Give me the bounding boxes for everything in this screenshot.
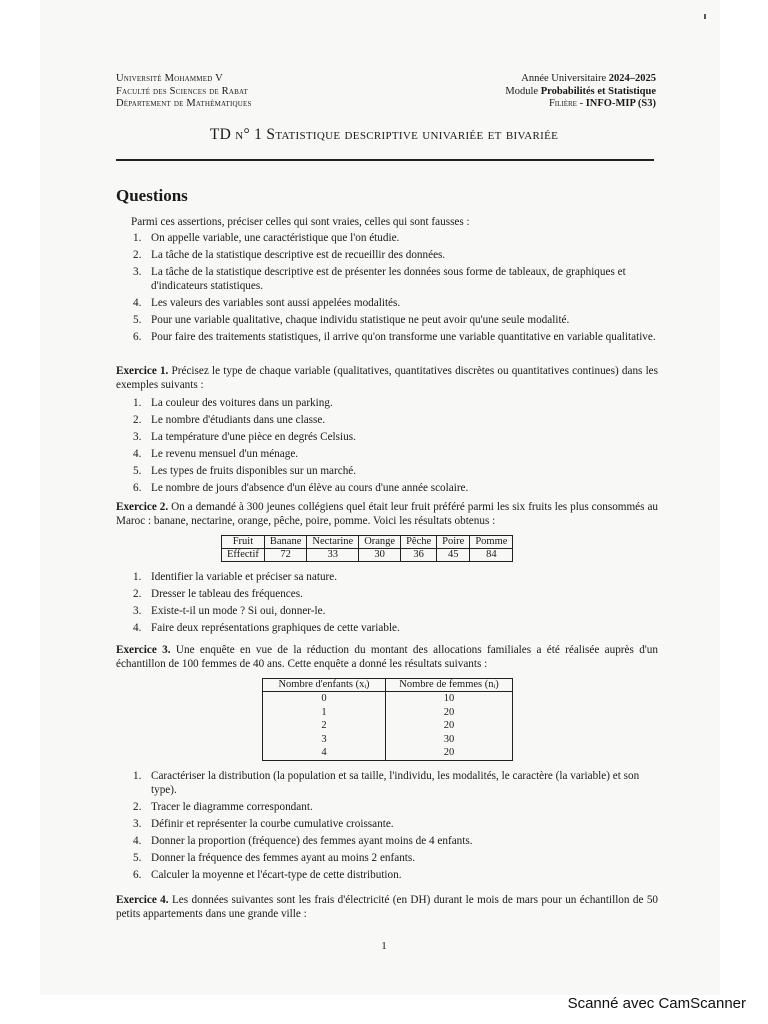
- item-text: Caractériser la distribution (la population et sa taille, l'individu, les modalités, le caractère (la variable) et son type).: [151, 770, 640, 796]
- table-row: [263, 733, 513, 747]
- item-number: 3.: [133, 266, 142, 278]
- list-item: [133, 481, 653, 495]
- fruit-row: [222, 536, 513, 549]
- item-text: Les types de fruits disponibles sur un marché.: [151, 465, 357, 477]
- title-rule: [116, 159, 654, 161]
- list-item: [133, 851, 658, 865]
- item-number: 4.: [133, 622, 142, 634]
- table-row: [263, 692, 513, 706]
- scan-mark: [704, 14, 706, 19]
- list-item: [133, 248, 658, 262]
- item-text: Calculer la moyenne et l'écart-type de cette distribution.: [151, 869, 402, 881]
- table-cell: 20: [386, 719, 513, 733]
- page-number: 1: [381, 940, 387, 952]
- item-text: Faire deux représentations graphiques de cette variable.: [151, 622, 400, 634]
- table-cell: 20: [386, 746, 513, 760]
- list-item: [133, 430, 653, 444]
- item-text: Donner la proportion (fréquence) des femmes ayant moins de 4 enfants.: [151, 835, 473, 847]
- children-table: [262, 678, 513, 761]
- table-cell: Fruit: [222, 536, 265, 549]
- list-item: [133, 265, 658, 293]
- table-cell: 30: [386, 733, 513, 747]
- exercise-1: Exercice 1. Précisez le type de chaque variable (qualitatives, quantitatives discrètes ou quantitatives continues) dans les exemples suivants :: [116, 365, 658, 391]
- list-item: [133, 769, 658, 797]
- item-text: La tâche de la statistique descriptive est de recueillir des données.: [151, 249, 446, 261]
- item-text: Pour faire des traitements statistiques, il arrive qu'on transforme une variable quantitative en variable qualitative.: [151, 331, 656, 343]
- faculty-name: Faculté des Sciences de Rabat: [116, 85, 248, 97]
- item-number: 6.: [133, 482, 142, 494]
- item-number: 1.: [133, 397, 142, 409]
- filiere: Filière - INFO-MIP (S3): [548, 98, 656, 109]
- exercise-2: Exercice 2. On a demandé à 300 jeunes collégiens quel était leur fruit préféré parmi les six fruits les plus consommés au Maroc : banane, nectarine, orange, pêche, poire, pomme. Voici les résultats obtenus :: [116, 501, 658, 527]
- table-cell: Nectarine: [307, 536, 359, 549]
- table-cell: 45: [437, 549, 470, 562]
- list-item: [133, 413, 653, 427]
- camscanner-watermark: Scanné avec CamScanner: [567, 995, 746, 1012]
- table-row: [263, 706, 513, 720]
- exercise-4: Exercice 4. Les données suivantes sont les frais d'électricité (en DH) durant le mois de mars pour un échantillon de 50 petits appartements dans une grande ville :: [116, 894, 659, 920]
- list-item: [133, 834, 658, 848]
- item-number: 4.: [133, 835, 142, 847]
- table-cell: Pêche: [401, 536, 437, 549]
- list-item: [133, 313, 658, 327]
- list-item: [133, 396, 653, 410]
- exercise-3-list: [133, 769, 658, 885]
- list-item: [133, 570, 653, 584]
- department-name: Département de Mathématiques: [116, 98, 252, 109]
- effectif-row: [222, 549, 513, 562]
- list-item: [133, 587, 653, 601]
- list-item: [133, 800, 658, 814]
- institution-header: [116, 73, 252, 111]
- table-cell: 72: [264, 549, 307, 562]
- list-item: [133, 231, 658, 245]
- list-item: [133, 447, 653, 461]
- table-row: [263, 746, 513, 760]
- table-cell: Banane: [264, 536, 307, 549]
- table-cell: 4: [263, 746, 386, 760]
- item-number: 1.: [133, 770, 142, 782]
- list-item: [133, 464, 653, 478]
- item-number: 6.: [133, 869, 142, 881]
- table-cell: Orange: [359, 536, 401, 549]
- item-number: 5.: [133, 465, 142, 477]
- item-number: 5.: [133, 314, 142, 326]
- module-name: Module Probabilités et Statistique: [505, 85, 656, 97]
- item-text: Définir et représenter la courbe cumulative croissante.: [151, 818, 394, 830]
- item-number: 5.: [133, 852, 142, 864]
- item-text: Donner la fréquence des femmes ayant au moins 2 enfants.: [151, 852, 416, 864]
- table-cell: 2: [263, 719, 386, 733]
- exercise-2-list: [133, 570, 653, 638]
- university-name: Université Mohammed V: [116, 73, 223, 84]
- list-item: [133, 817, 658, 831]
- section-title: Questions: [116, 186, 188, 205]
- table-cell: 20: [386, 706, 513, 720]
- table-cell: Effectif: [222, 549, 265, 562]
- table-cell: 10: [386, 692, 513, 706]
- item-text: Le nombre d'étudiants dans une classe.: [151, 414, 326, 426]
- table-cell: 1: [263, 706, 386, 720]
- table-header-row: [263, 679, 513, 692]
- academic-year: Année Universitaire 2024–2025: [521, 73, 656, 84]
- item-number: 3.: [133, 605, 142, 617]
- list-item: [133, 868, 658, 882]
- item-number: 2.: [133, 801, 142, 813]
- item-number: 1.: [133, 571, 142, 583]
- item-number: 3.: [133, 431, 142, 443]
- item-text: La température d'une pièce en degrés Celsius.: [151, 431, 356, 443]
- table-cell: Poire: [437, 536, 470, 549]
- item-number: 2.: [133, 588, 142, 600]
- table-cell: 84: [470, 549, 513, 562]
- item-number: 3.: [133, 818, 142, 830]
- exercise-3: Exercice 3. Une enquête en vue de la réduction du montant des allocations familiales a été réalisée auprès d'un échantillon de 100 femmes de 40 ans. Cette enquête a donné les résultats suivants :: [116, 644, 658, 670]
- exercise-1-list: [133, 396, 653, 498]
- item-number: 1.: [133, 232, 142, 244]
- table-header: Nombre de femmes (nᵢ): [386, 679, 513, 692]
- item-text: On appelle variable, une caractéristique que l'on étudie.: [151, 232, 400, 244]
- item-text: Le revenu mensuel d'un ménage.: [151, 448, 299, 460]
- questions-list: [133, 231, 658, 347]
- fruit-table: [221, 535, 513, 562]
- list-item: [133, 621, 653, 635]
- item-number: 4.: [133, 448, 142, 460]
- course-header: [505, 73, 656, 111]
- table-cell: 0: [263, 692, 386, 706]
- item-text: Pour une variable qualitative, chaque individu statistique ne peut avoir qu'une seule modalité.: [151, 314, 570, 326]
- item-text: Identifier la variable et préciser sa nature.: [151, 571, 338, 583]
- item-text: La tâche de la statistique descriptive est de présenter les données sous forme de tableaux, de graphiques et d'indicateurs statistiques.: [151, 266, 626, 292]
- table-header: Nombre d'enfants (xᵢ): [263, 679, 386, 692]
- item-text: La couleur des voitures dans un parking.: [151, 397, 333, 409]
- table-cell: 30: [359, 549, 401, 562]
- item-text: Existe-t-il un mode ? Si oui, donner-le.: [151, 605, 326, 617]
- item-text: Les valeurs des variables sont aussi appelées modalités.: [151, 297, 401, 309]
- list-item: [133, 330, 658, 344]
- list-item: [133, 604, 653, 618]
- table-cell: 33: [307, 549, 359, 562]
- questions-intro: Parmi ces assertions, préciser celles qui sont vraies, celles qui sont fausses :: [131, 216, 470, 228]
- item-number: 6.: [133, 331, 142, 343]
- item-text: Tracer le diagramme correspondant.: [151, 801, 313, 813]
- item-text: Dresser le tableau des fréquences.: [151, 588, 303, 600]
- item-number: 4.: [133, 297, 142, 309]
- table-cell: 3: [263, 733, 386, 747]
- table-row: [263, 719, 513, 733]
- document-title: TD n° 1 Statistique descriptive univariée et bivariée: [209, 126, 559, 143]
- list-item: [133, 296, 658, 310]
- item-number: 2.: [133, 414, 142, 426]
- item-number: 2.: [133, 249, 142, 261]
- table-cell: 36: [401, 549, 437, 562]
- item-text: Le nombre de jours d'absence d'un élève au cours d'une année scolaire.: [151, 482, 469, 494]
- table-cell: Pomme: [470, 536, 513, 549]
